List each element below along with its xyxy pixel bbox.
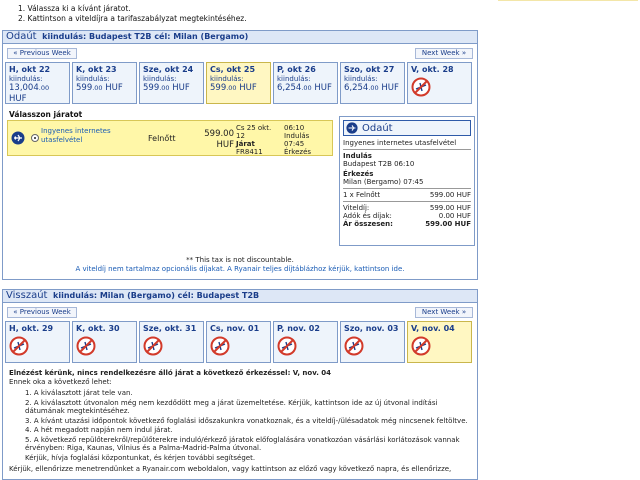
day-dep-label: kiindulás: [76, 75, 110, 83]
inbound-day-list [5, 321, 472, 363]
no-flight-icon [210, 336, 230, 356]
summary-total-label: Ár összesen: [343, 220, 393, 228]
outbound-prev-week-button[interactable]: « Previous Week [7, 48, 77, 59]
day-name: P, nov. 02 [277, 324, 320, 333]
no-flights-message [9, 369, 479, 474]
plane-icon [346, 122, 358, 134]
inbound-day-6-selected[interactable] [407, 321, 472, 363]
day-name: Sze, okt. 31 [143, 324, 197, 333]
day-name: V, okt. 28 [411, 65, 454, 74]
booking-page [2, 0, 478, 24]
no-flight-icon [143, 336, 163, 356]
plane-icon [11, 131, 25, 145]
summary-dep-label: Indulás [343, 152, 372, 160]
day-dep-label: kiindulás: [143, 75, 177, 83]
fare-notes [2, 256, 478, 274]
day-name: P, okt 26 [277, 65, 316, 74]
outbound-day-6[interactable] [407, 62, 472, 104]
top-decoration [498, 0, 638, 3]
outbound-day-0[interactable] [5, 62, 70, 104]
instruction-1: 1. Válassza ki a kívánt járatot. [18, 4, 131, 13]
summary-fare-amount: 599.00 HUF [429, 204, 471, 212]
inbound-route: kiindulás: Milan (Bergamo) cél: Budapest T2B [53, 291, 260, 300]
day-name: Szo, nov. 03 [344, 324, 399, 333]
inbound-header [2, 289, 478, 303]
flight-amount: 599.00 HUF [204, 129, 234, 150]
day-price: 599.00 HUF [143, 83, 190, 93]
outbound-day-5[interactable] [340, 62, 405, 104]
inbound-next-week-button[interactable]: Next Week » [415, 307, 473, 318]
no-flight-icon [9, 336, 29, 356]
day-name: K, okt. 30 [76, 324, 120, 333]
fare-table-link[interactable]: A viteldíj nem tartalmaz opcionális díjakat. A Ryanair teljes díjtáblázhoz kérjük, kattintson ide. [75, 265, 405, 273]
outbound-day-4[interactable] [273, 62, 338, 104]
inbound-day-0[interactable] [5, 321, 70, 363]
day-price: 599.00 HUF [210, 83, 257, 93]
day-name: H, okt. 29 [9, 324, 54, 333]
no-flight-icon [344, 336, 364, 356]
summary-fare-label: Viteldíj: [343, 204, 370, 212]
inbound-day-1[interactable] [72, 321, 137, 363]
inbound-title: Visszaút [6, 290, 48, 301]
day-dep-label: kiindulás: [9, 75, 43, 83]
flight-radio[interactable] [31, 134, 39, 142]
flight-option-row[interactable] [7, 120, 333, 156]
day-dep-label: kiindulás: [277, 75, 311, 83]
error-heading: Elnézést kérünk, nincs rendelkezésre álló járat a következő érkezéssel: V, nov. 04 [9, 369, 332, 377]
summary-fare-name: Ingyenes internetes utasfelvétel [343, 139, 457, 147]
day-price: 6,254.00 HUF [277, 83, 332, 93]
tax-note: ** This tax is not discountable. [186, 256, 294, 264]
day-name: K, okt 23 [76, 65, 117, 74]
summary-header [343, 120, 471, 136]
outbound-route: kiindulás: Budapest T2B cél: Milan (Bergamo) [42, 32, 249, 41]
fare-name-link[interactable]: Ingyenes internetes utasfelvétel [41, 127, 111, 144]
day-name: H, okt 22 [9, 65, 51, 74]
no-flight-icon [411, 77, 431, 97]
instructions [2, 0, 478, 24]
summary-dep-value: Budapest T2B 06:10 [343, 160, 415, 168]
outbound-next-week-button[interactable]: Next Week » [415, 48, 473, 59]
reason-item: 1. A kiválasztott járat tele van. [25, 389, 133, 397]
inbound-day-5[interactable] [340, 321, 405, 363]
summary-body [340, 139, 474, 228]
reason-list [9, 389, 479, 462]
inbound-day-3[interactable] [206, 321, 271, 363]
day-price: 13,004.00 HUF [9, 83, 50, 104]
choose-flight-label: Válasszon járatot [9, 110, 83, 119]
summary-total-amount: 599.00 HUF [425, 220, 471, 228]
summary-pax-line: 1 x Felnőtt [343, 191, 381, 199]
outbound-day-1[interactable] [72, 62, 137, 104]
day-dep-label: kiindulás: [344, 75, 378, 83]
reason-item: 2. A kiválasztott útvonalon még nem kezdődött meg a járat üzemeltetése. Kérjük, kattintson ide az új útvonal indítási dátumának megtekintéséhez. [25, 398, 438, 415]
day-name: V, nov. 04 [411, 324, 455, 333]
error-subheading: Ennek oka a következő lehet: [9, 377, 112, 386]
booking-summary [339, 116, 475, 246]
summary-pax-amount: 599.00 HUF [429, 191, 471, 199]
reason-item-contact: Kérjük, hívja foglalási központunkat, és kérjen további segítséget. [25, 453, 256, 462]
day-name: Cs, nov. 01 [210, 324, 260, 333]
flight-date-col: Cs 25 okt. 12 Járat FR8411 [236, 124, 272, 156]
day-name: Szo, okt 27 [344, 65, 395, 74]
no-flight-icon [411, 336, 431, 356]
schedule-footer-text: Kérjük, ellenőrizze menetrendünket a Ryanair.com weboldalon, vagy kattintson az előző vagy következő napra, és ellenőrizze, [9, 465, 452, 473]
outbound-day-list [5, 62, 472, 104]
outbound-title: Odaút [6, 31, 37, 42]
summary-title: Odaút [362, 122, 393, 134]
passenger-type: Felnőtt [148, 134, 176, 143]
inbound-panel [2, 303, 478, 480]
summary-arr-value: Milan (Bergamo) 07:45 [343, 178, 424, 186]
reason-item: 3. A kívánt utazási időpontok következő foglalási időszakunkra vonatkoznak, és a viteldíj-/ülésadatok még nincsenek feltöltve. [25, 416, 468, 425]
day-price: 599.00 HUF [76, 83, 123, 93]
outbound-panel [2, 44, 478, 280]
flight-times-col: 06:10 Indulás 07:45 Érkezés [284, 124, 312, 156]
day-dep-label: kiindulás: [210, 75, 244, 83]
no-flight-icon [76, 336, 96, 356]
inbound-day-2[interactable] [139, 321, 204, 363]
inbound-day-4[interactable] [273, 321, 338, 363]
summary-tax-amount: 0.00 HUF [438, 212, 471, 220]
day-name: Cs, okt 25 [210, 65, 256, 74]
outbound-day-2[interactable] [139, 62, 204, 104]
day-price: 6,254.00 HUF [344, 83, 399, 93]
inbound-prev-week-button[interactable]: « Previous Week [7, 307, 77, 318]
summary-tax-label: Adók és díjak: [343, 212, 392, 220]
no-flight-icon [277, 336, 297, 356]
outbound-header [2, 30, 478, 44]
reason-item: 5. A következő repülőterekről/repülőterekre induló/érkező járatok előfoglalására vonatkozóan vásárlási korlátozások vannak érvényben: Riga, Kaunas, Vilnius és a Palma-Madrid-Palma útvonal. [25, 435, 460, 452]
reason-item: 4. A hét megadott napján nem indul járat. [25, 426, 173, 434]
outbound-day-3-selected[interactable] [206, 62, 271, 104]
instruction-2: 2. Kattintson a viteldíjra a tarifaszabályzat megtekintéséhez. [18, 14, 247, 23]
day-name: Sze, okt 24 [143, 65, 194, 74]
summary-arr-label: Érkezés [343, 170, 374, 178]
